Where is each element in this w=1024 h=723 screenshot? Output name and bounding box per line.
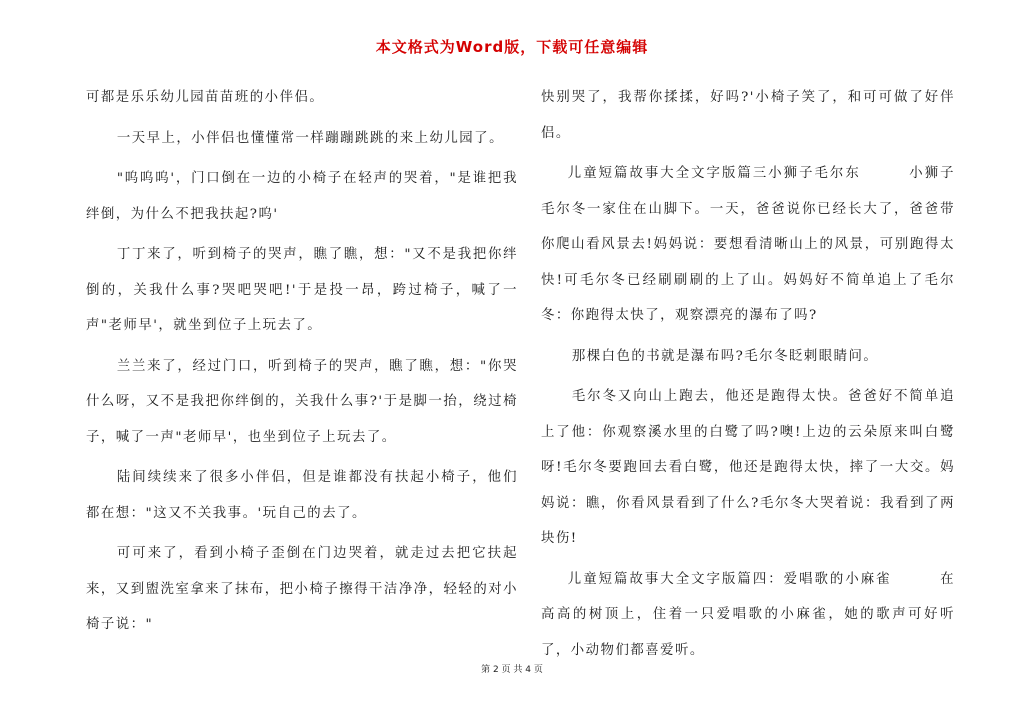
story-heading: 儿童短篇故事大全文字版篇三小狮子毛尔东 — [567, 166, 861, 181]
paragraph: 陆间续续来了很多小伴侣，但是谁都没有扶起小椅子，他们都在想："这又不关我事。'玩自己的去了。 — [86, 470, 518, 521]
paragraph: 毛尔冬又向山上跑去，他还是跑得太快。爸爸好不简单追上了他：你观察溪水里的白鹭了吗?噢!上边的云朵原来叫白鹭呀!毛尔冬要跑回去看白鹭，他还是跑得太快，摔了一大交。妈妈说：瞧，你看风景看到了什么?毛尔冬大哭着说：我看到了两块伤! — [541, 389, 955, 546]
document-header-title: 本文格式为Word版，下载可任意编辑 — [375, 38, 649, 56]
paragraph: 丁丁来了，听到椅子的哭声，瞧了瞧，想："又不是我把你绊倒的，关我什么事?哭吧哭吧!'于是投一昂，跨过椅子，喊了一声"老师早'，就坐到位子上玩去了。 — [86, 247, 518, 333]
paragraph: 可都是乐乐幼儿园苗苗班的小伴侣。 — [86, 90, 325, 105]
story-body: 小狮子毛尔冬一家住在山脚下。一天，爸爸说你已经长大了，爸爸带你爬山看风景去!妈妈说：要想看清晰山上的风景，可别跑得太快!可毛尔冬已经刷刷刷的上了山。妈妈好不简单追上了毛尔冬：你跑得太快了，观察漂亮的瀑布了吗? — [541, 166, 956, 323]
story-paragraph — [541, 562, 955, 669]
page-number: 第 2 页 共 4 页 — [481, 665, 543, 675]
paragraph: 一天早上，小伴侣也懂懂常一样蹦蹦跳跳的来上幼儿园了。 — [116, 130, 504, 146]
story-heading: 儿童短篇故事大全文字版篇四：爱唱歌的小麻雀 — [567, 571, 892, 587]
story-paragraph — [541, 156, 955, 334]
paragraph: 快别哭了，我帮你揉揉，好吗?'小椅子笑了，和可可做了好伴侣。 — [541, 90, 955, 141]
paragraph: 可可来了，看到小椅子歪倒在门边哭着，就走过去把它扶起来，又到盥洗室拿来了抹布，把小椅子擦得干洁净净，轻轻的对小椅子说：" — [86, 546, 518, 632]
right-text-column — [541, 80, 955, 673]
left-text-column — [86, 80, 518, 648]
paragraph: 兰兰来了，经过门口，听到椅子的哭声，瞧了瞧，想："你哭什么呀，又不是我把你绊倒的，关我什么事?'于是脚一抬，绕过椅子，喊了一声"老师早'，也坐到位子上玩去了。 — [86, 358, 518, 445]
paragraph: 那棵白色的书就是瀑布吗?毛尔冬眨剌眼睛问。 — [571, 348, 879, 364]
paragraph: "呜呜呜'，门口倒在一边的小椅子在轻声的哭着，"是谁把我绊倒，为什么不把我扶起?呜' — [86, 171, 518, 222]
story-body: 在高高的树顶上，住着一只爱唱歌的小麻雀，她的歌声可好听了，小动物们都喜爱听。 — [541, 571, 956, 658]
